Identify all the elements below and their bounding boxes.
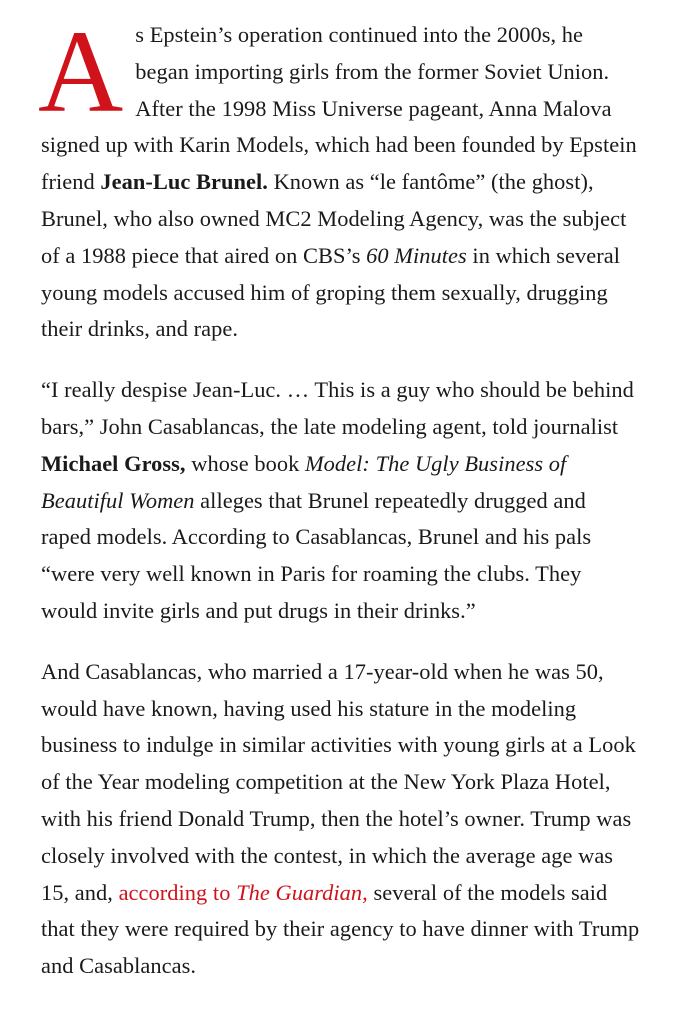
article-body	[38, 6, 641, 1009]
guardian-link[interactable]	[119, 880, 368, 905]
paragraph-2	[41, 372, 641, 630]
paragraph-1-text-3: in which several young models accused him of groping them sexually, drugging their drinks, and rape.	[41, 242, 620, 342]
title-60-minutes: 60 Minutes	[366, 242, 467, 268]
name-jean-luc-brunel: Jean-Luc Brunel.	[100, 169, 268, 195]
paragraph-2-text-3: alleges that Brunel repeatedly drugged and raped models. According to Casablancas, Brunel and his pals “were very well known in Paris for roaming the clubs. They would invite girls and put drugs in their drinks.”	[41, 487, 592, 623]
name-michael-gross: Michael Gross,	[41, 450, 186, 476]
paragraph-3	[41, 654, 641, 985]
book-title: Model: The Ugly Business of Beautiful Women	[41, 450, 567, 513]
paragraph-1-text-2: Known as “le fantôme” (the ghost), Brunel, who also owned MC2 Modeling Agency, was the subject of a 1988 piece that aired on CBS’s	[41, 169, 627, 268]
paragraph-3-text-1: And Casablancas, who married a 17-year-old when he was 50, would have known, having used his stature in the modeling business to indulge in similar activities with young girls at a Look of the Year modeling competition at the New York Plaza Hotel, with his friend Donald Trump, then the hotel’s owner. Trump was closely involved with the contest, in which the average age was 15, and,	[41, 658, 636, 905]
guardian-link-text: according to	[118, 879, 237, 905]
drop-cap: A	[38, 6, 124, 137]
paragraph-2-text-1: “I really despise Jean-Luc. … This is a guy who should be behind bars,” John Casablancas, the late modeling agent, told journalist	[41, 377, 634, 439]
paragraph-2-text-2: whose book	[185, 450, 305, 476]
paragraph-1-text-1: s Epstein’s operation continued into the 2000s, he began importing girls from the former Soviet Union. After the 1998 Miss Universe pageant, Anna Malova signed up with Karin Models, which had been founded by Epstein friend	[41, 22, 637, 195]
paragraph-1	[38, 6, 641, 348]
paragraph-3-text-2: several of the models said that they were required by their agency to have dinner with Trump and Casablancas.	[41, 879, 640, 979]
guardian-link-italic: The Guardian,	[236, 879, 368, 905]
